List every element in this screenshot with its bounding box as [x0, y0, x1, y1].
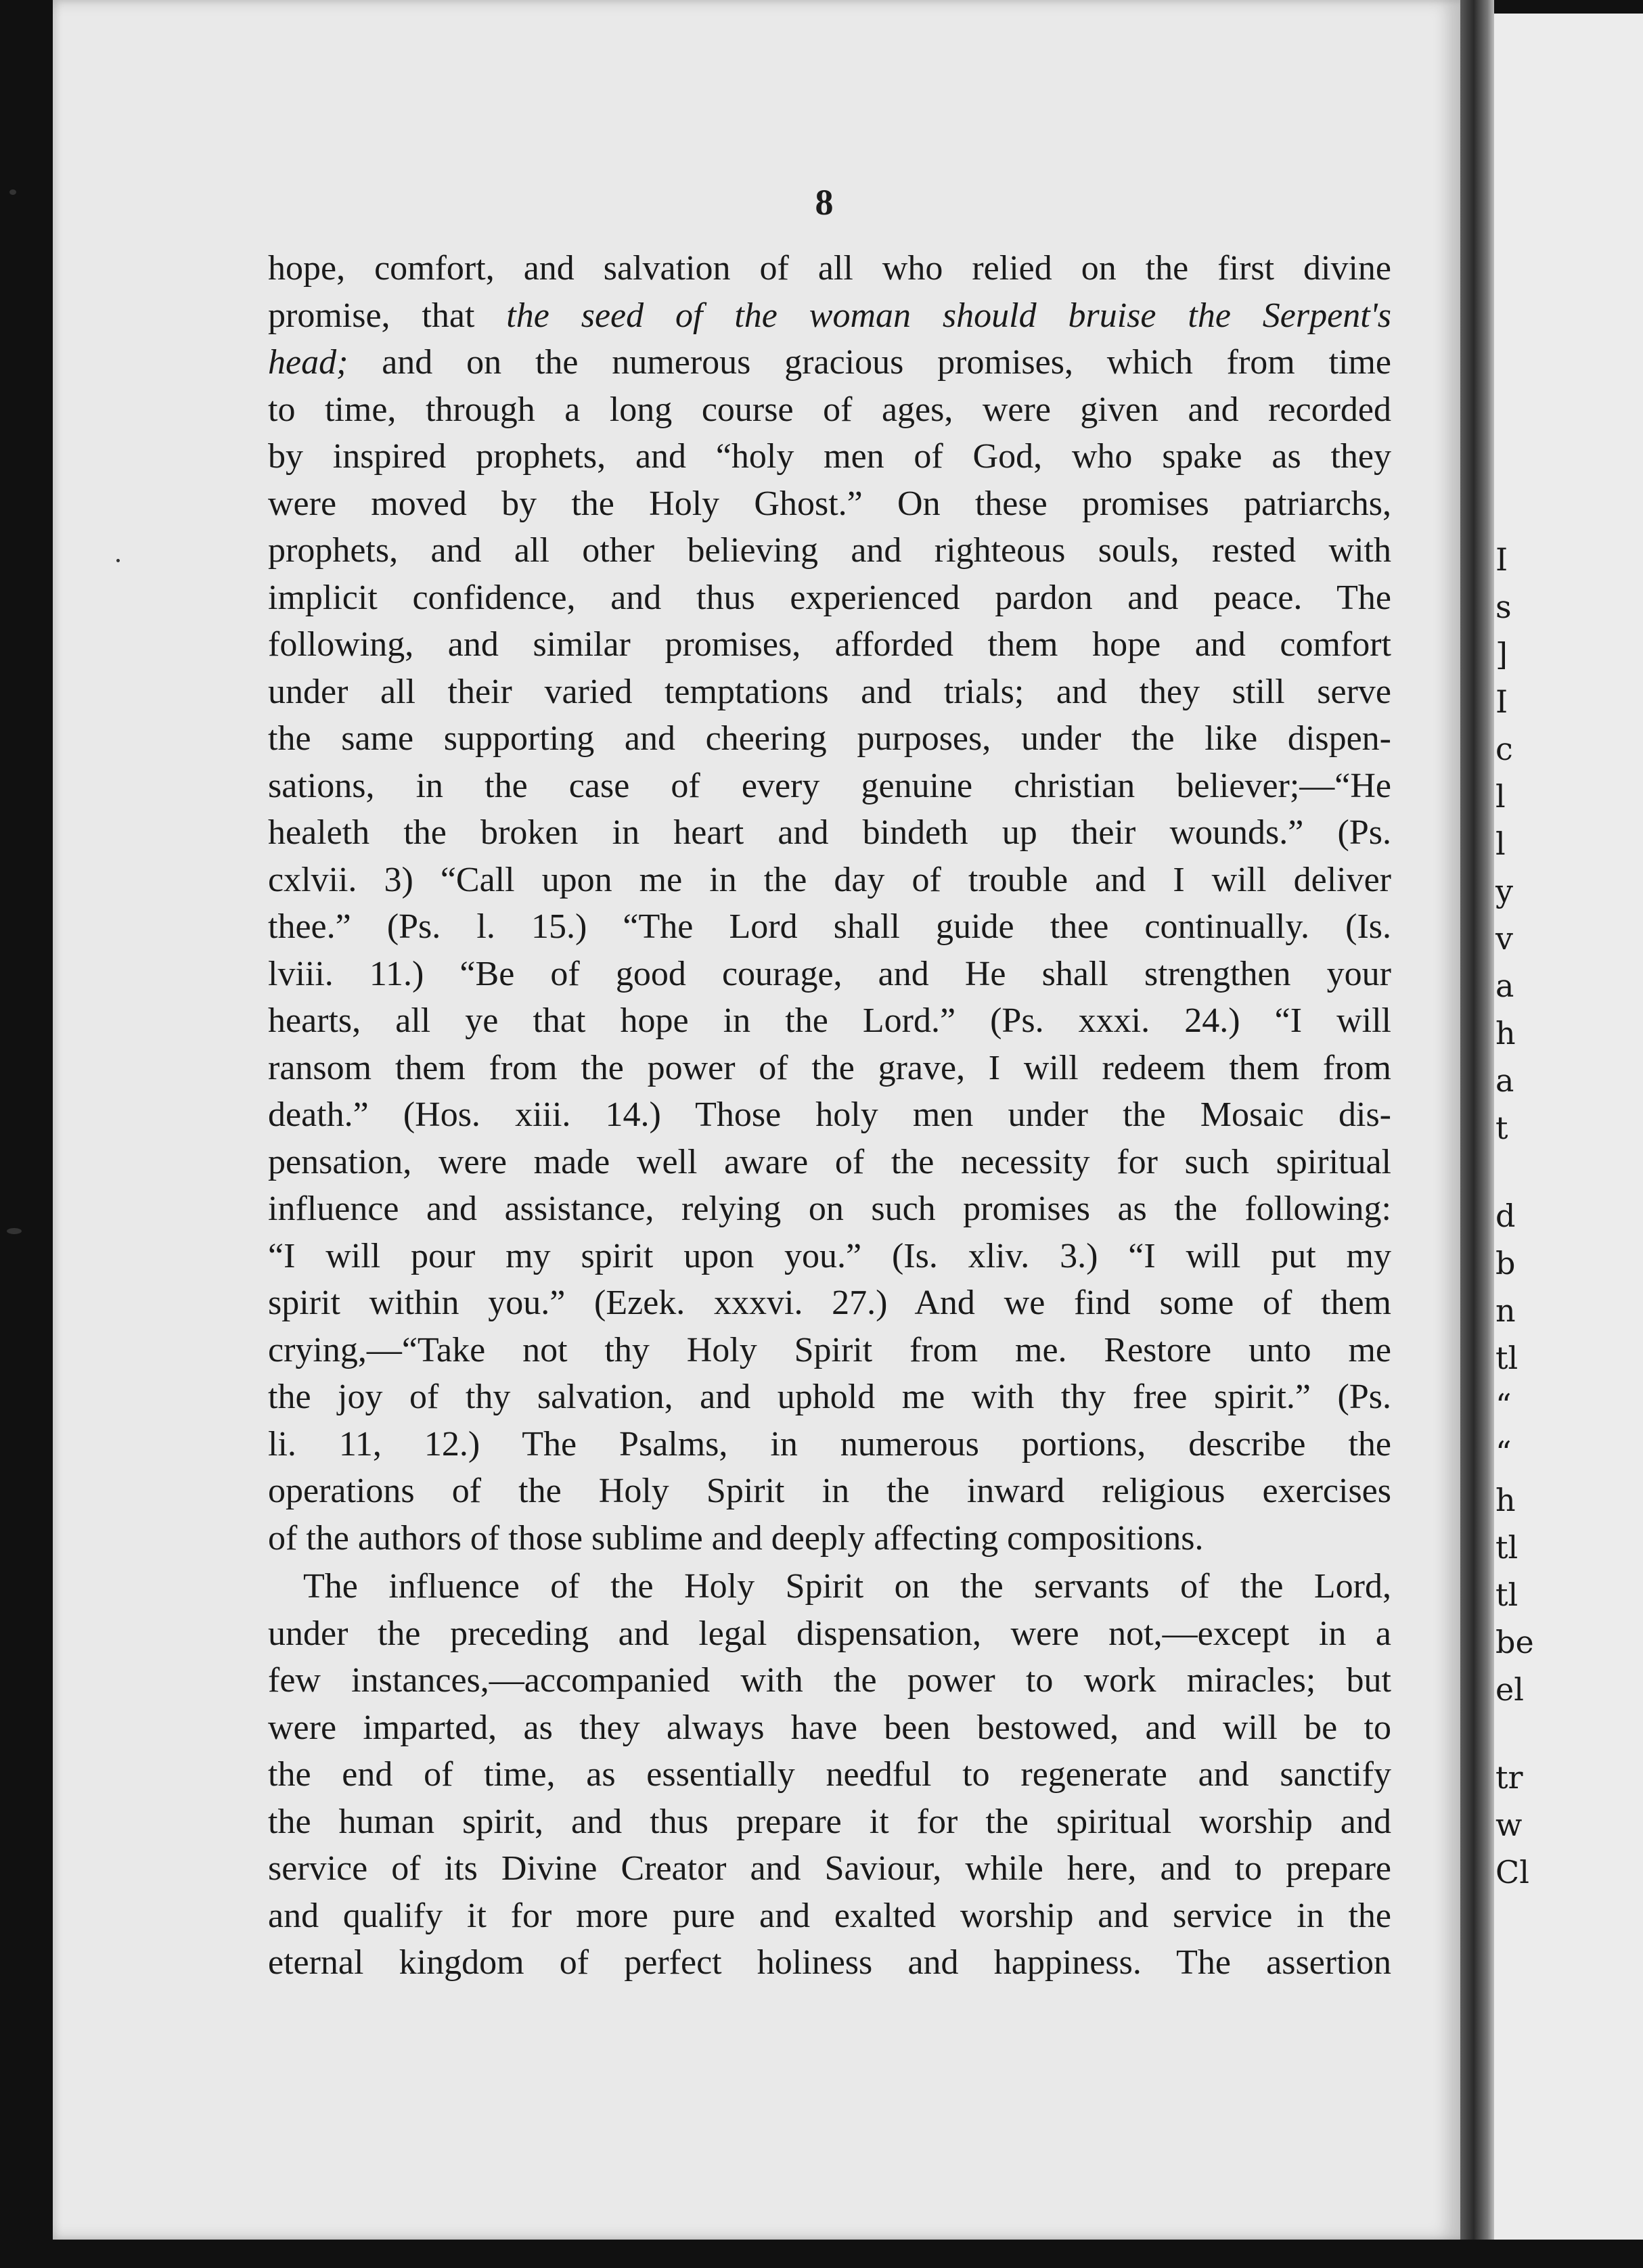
text-line: li. 11, 12.) The Psalms, in numerous portions, describe the [268, 1424, 1391, 1464]
facing-page-fragment: ] [1495, 636, 1508, 673]
text-line: the same supporting and cheering purposes, under the like dispen- [268, 719, 1391, 758]
facing-page-fragment: I [1495, 541, 1508, 578]
facing-page-fragment: “ [1495, 1434, 1512, 1471]
facing-page-fragment: d [1495, 1198, 1516, 1234]
text-line: prophets, and all other believing and righteous souls, rested with [268, 531, 1391, 570]
text-line: influence and assistance, relying on such promises as the following: [268, 1189, 1391, 1228]
text-line: healeth the broken in heart and bindeth up their wounds.” (Ps. [268, 813, 1391, 852]
facing-page-fragment: bе [1495, 1624, 1534, 1660]
facing-page-fragment: tr [1495, 1759, 1523, 1796]
text-line: and qualify it for more pure and exalted worship and service in the [268, 1896, 1391, 1935]
text-line: of the authors of those sublime and deeply affecting compositions. [268, 1518, 1204, 1558]
facing-page-fragment: tl [1495, 1340, 1518, 1376]
facing-page-fragment: a [1495, 968, 1514, 1004]
book-gutter [1460, 0, 1494, 2240]
text-line: were imparted, as they always have been bestowed, and will be to [268, 1708, 1391, 1747]
text-line: pensation, were made well aware of the necessity for such spiritual [268, 1142, 1391, 1181]
facing-page-fragment: tl [1495, 1577, 1518, 1613]
facing-page-fragment: l [1495, 825, 1506, 862]
text-line: promise, that the seed of the woman should bruise the Serpent's [268, 296, 1391, 335]
text-line: lviii. 11.) “Be of good courage, and He shall strengthen your [268, 954, 1391, 993]
facing-page-fragment: h [1495, 1015, 1516, 1051]
text-line: to time, through a long course of ages, were given and recorded [268, 390, 1391, 429]
facing-page-fragment: Cl [1495, 1854, 1529, 1890]
text-line: spirit within you.” (Ezek. xxxvi. 27.) And we find some of them [268, 1284, 1391, 1322]
text-line: ransom them from the power of the grave, I will redeem them from [268, 1048, 1391, 1087]
facing-page-fragment: I [1495, 683, 1508, 720]
book-page [53, 0, 1460, 2240]
facing-page-fragment: h [1495, 1482, 1516, 1518]
facing-page-fragment: y [1495, 873, 1513, 909]
text-line: implicit confidence, and thus experienced pardon and peace. The [268, 578, 1391, 617]
text-line: service of its Divine Creator and Saviour, while here, and to prepare [268, 1849, 1391, 1888]
text-line: operations of the Holy Spirit in the inward religious exercises [268, 1472, 1391, 1510]
text-line: death.” (Hos. xiii. 14.) Those holy men under the Mosaic dis- [268, 1095, 1391, 1134]
text-line: under the preceding and legal dispensation, were not,—except in a [268, 1614, 1391, 1653]
facing-page-fragment: tl [1495, 1529, 1518, 1566]
text-line: were moved by the Holy Ghost.” On these promises patriarchs, [268, 484, 1391, 523]
facing-page-fragment: el [1495, 1671, 1524, 1708]
text-line: hope, comfort, and salvation of all who relied on the first divine [268, 249, 1391, 288]
body-text [268, 245, 1391, 1987]
text-line: The influence of the Holy Spirit on the servants of the Lord, [303, 1567, 1391, 1606]
facing-page-edge [1494, 14, 1643, 2240]
text-line: the joy of thy salvation, and uphold me with thy free spirit.” (Ps. [268, 1378, 1391, 1416]
facing-page-fragment: “ [1495, 1387, 1512, 1424]
page-number: 8 [815, 182, 834, 223]
text-line: cxlvii. 3) “Call upon me in the day of trouble and I will deliver [268, 860, 1391, 899]
text-line: the human spirit, and thus prepare it for the spiritual worship and [268, 1802, 1391, 1841]
facing-page-fragment: c [1495, 731, 1513, 767]
facing-page-fragment: s [1495, 589, 1512, 625]
facing-page-fragment: t [1495, 1110, 1508, 1146]
facing-page-fragment: n [1495, 1292, 1516, 1329]
facing-page-fragment: l [1495, 778, 1506, 815]
facing-page-fragment: b [1495, 1245, 1516, 1282]
text-line: few instances,—accompanied with the power to work miracles; but [268, 1661, 1391, 1700]
text-line: by inspired prophets, and “holy men of God, who spake as they [268, 437, 1391, 476]
text-line: “I will pour my spirit upon you.” (Is. xliv. 3.) “I will put my [268, 1236, 1391, 1275]
text-line: sations, in the case of every genuine christian believer;—“He [268, 766, 1391, 805]
text-line: following, and similar promises, afforded them hope and comfort [268, 625, 1391, 664]
text-line: under all their varied temptations and trials; and they still serve [268, 672, 1391, 711]
scan-speck [7, 1228, 22, 1234]
facing-page-fragment: w [1495, 1807, 1523, 1843]
facing-page-fragment: v [1495, 920, 1513, 957]
text-line: crying,—“Take not thy Holy Spirit from me. Restore unto me [268, 1330, 1391, 1369]
text-line: head; and on the numerous gracious promises, which from time [268, 343, 1391, 382]
text-line: eternal kingdom of perfect holiness and happiness. The assertion [268, 1943, 1391, 1982]
text-line: the end of time, as essentially needful to regenerate and sanctify [268, 1755, 1391, 1794]
scan-speck [116, 559, 120, 562]
scan-speck [9, 189, 16, 195]
facing-page-fragment: a [1495, 1062, 1514, 1099]
text-line: hearts, all ye that hope in the Lord.” (Ps. xxxi. 24.) “I will [268, 1001, 1391, 1040]
text-line: thee.” (Ps. l. 15.) “The Lord shall guide thee continually. (Is. [268, 907, 1391, 946]
